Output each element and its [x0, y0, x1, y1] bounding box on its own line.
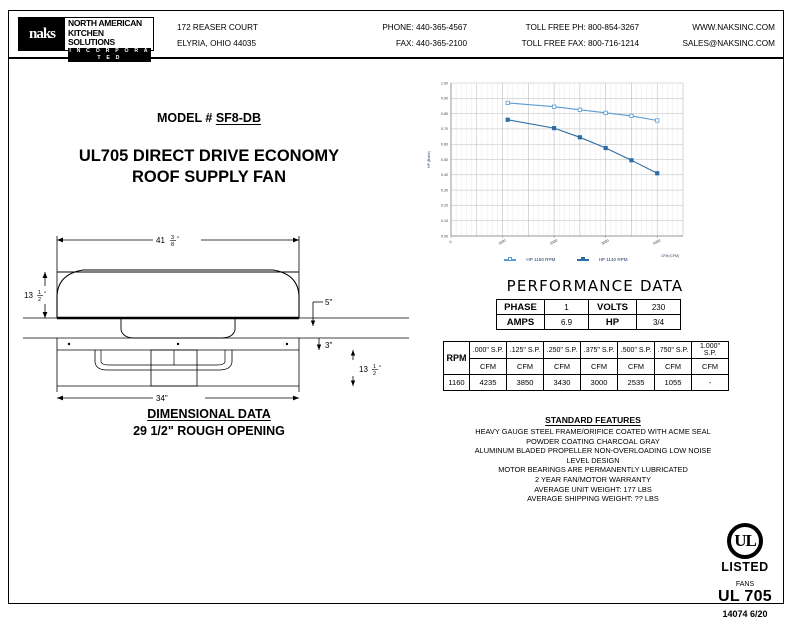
- dim-width-top-denominator: 8: [171, 242, 175, 248]
- dim-height-left-whole: 13: [24, 291, 33, 300]
- svg-text:0.50: 0.50: [441, 157, 448, 162]
- cfm-value-6: -: [692, 375, 729, 391]
- svg-text:0.00: 0.00: [441, 234, 448, 239]
- drawing-caption-sub: 29 1/2" ROUGH OPENING: [133, 424, 285, 438]
- svg-text:": ": [44, 292, 47, 298]
- svg-text:0.80: 0.80: [441, 111, 448, 116]
- ul-category: FANS: [735, 581, 755, 588]
- table-row: [444, 359, 729, 375]
- company-logo: [18, 17, 154, 61]
- cfm-value-1: 3850: [507, 375, 544, 391]
- svg-text:0.40: 0.40: [441, 173, 448, 178]
- standard-feature-line-1: POWDER COATING CHARCOAL GRAY: [526, 436, 660, 446]
- cfm-header-6: CFM: [692, 359, 729, 375]
- legend-entry-0: [499, 257, 561, 262]
- ul-logo-icon: [727, 523, 763, 559]
- cfm-header-2: CFM: [544, 359, 581, 375]
- dim-height-left-denominator: 2: [38, 297, 42, 303]
- logo-initials: naks: [19, 18, 65, 50]
- sp-header-3: .375" S.P.: [581, 342, 618, 359]
- dim-height-right-numerator: 1: [373, 364, 377, 370]
- dimensional-drawing: [23, 226, 409, 406]
- sp-header-2: .250" S.P.: [544, 342, 581, 359]
- cfm-header-5: CFM: [655, 359, 692, 375]
- svg-text:CFM (CFM): CFM (CFM): [661, 254, 679, 258]
- amps-label: AMPS: [497, 315, 545, 330]
- svg-text:0: 0: [448, 239, 453, 245]
- cfm-table: [443, 341, 729, 391]
- svg-text:1.00: 1.00: [441, 81, 448, 86]
- legend-label-1: HP 1140 RPM: [598, 257, 628, 262]
- standard-feature-line-5: 2 YEAR FAN/MOTOR WARRANTY: [534, 474, 652, 484]
- model-number: SF8-DB: [215, 111, 261, 125]
- dim-width-top-whole: 41: [156, 236, 165, 245]
- svg-text:0.90: 0.90: [441, 96, 448, 101]
- performance-chart: [421, 73, 711, 273]
- svg-text:0.30: 0.30: [441, 188, 448, 193]
- svg-text:0.10: 0.10: [441, 219, 448, 223]
- company-web-block: [647, 20, 775, 52]
- svg-text:": ": [177, 237, 180, 243]
- dim-height-right-whole: 13: [359, 365, 368, 374]
- svg-text:2000: 2000: [549, 238, 559, 246]
- cfm-value-0: 4235: [470, 375, 507, 391]
- legend-swatch-1: [577, 259, 589, 261]
- cfm-header-0: CFM: [470, 359, 507, 375]
- table-row: [497, 315, 681, 330]
- svg-text:0.20: 0.20: [441, 203, 448, 208]
- standard-feature-line-0: HEAVY GAUGE STEEL FRAME/ORIFICE COATED WITH ACME SEAL: [475, 427, 711, 436]
- standard-feature-line-4: MOTOR BEARINGS ARE PERMANENTLY LUBRICATED: [498, 465, 688, 475]
- dim-three: 3": [325, 341, 333, 350]
- dim-base: 34": [156, 394, 168, 403]
- address-line-1: 172 REASER COURT: [177, 23, 258, 32]
- standard-feature-line-7: AVERAGE SHIPPING WEIGHT: ?? LBS: [527, 494, 659, 504]
- legend-label-0: HP 1150 RPM: [526, 257, 556, 262]
- sp-header-6: 1.000" S.P.: [692, 342, 729, 359]
- ul-listed-text: LISTED: [721, 560, 769, 574]
- phone-number: PHONE: 440-365-4567: [382, 23, 467, 32]
- spec-sheet: [8, 10, 784, 619]
- title-line-2: ROOF SUPPLY FAN: [131, 168, 287, 186]
- drawing-caption: [9, 406, 409, 440]
- cfm-header-1: CFM: [507, 359, 544, 375]
- standard-features: [413, 415, 773, 504]
- svg-text:0.70: 0.70: [441, 127, 448, 132]
- volts-value: 230: [637, 300, 681, 315]
- dim-height-right-denominator: 2: [373, 371, 377, 377]
- standard-features-list: [413, 427, 773, 504]
- table-row: [444, 342, 729, 359]
- company-phone-block: [347, 20, 467, 52]
- email-address[interactable]: SALES@NAKSINC.COM: [682, 39, 775, 48]
- svg-text:0.60: 0.60: [441, 142, 448, 147]
- address-line-2: ELYRIA, OHIO 44035: [177, 39, 257, 48]
- performance-data-heading: PERFORMANCE DATA: [506, 277, 684, 295]
- standard-features-heading: STANDARD FEATURES: [545, 415, 641, 425]
- dim-five: 5": [325, 298, 333, 307]
- company-tollfree-block: [489, 20, 639, 52]
- logo-line-1: NORTH AMERICAN: [68, 18, 142, 28]
- ul-standard: UL 705: [718, 588, 772, 605]
- cfm-header-4: CFM: [618, 359, 655, 375]
- hp-label: HP: [589, 315, 637, 330]
- performance-data-table: [496, 299, 681, 330]
- dim-height-left-numerator: 1: [38, 290, 42, 296]
- sp-header-1: .125" S.P.: [507, 342, 544, 359]
- table-row: [497, 300, 681, 315]
- ul-mark: [709, 523, 781, 619]
- website-url[interactable]: WWW.NAKSINC.COM: [692, 23, 775, 32]
- cfm-value-2: 3430: [544, 375, 581, 391]
- svg-text:": ": [379, 366, 382, 372]
- page-header: [9, 11, 783, 59]
- sp-header-0: .000" S.P.: [470, 342, 507, 359]
- svg-text:1000: 1000: [497, 238, 507, 246]
- logo-line-2: KITCHEN SOLUTIONS: [68, 27, 115, 47]
- fax-number: FAX: 440-365-2100: [395, 39, 467, 48]
- svg-text:HP (Brake): HP (Brake): [427, 151, 431, 168]
- rpm-header: RPM: [444, 342, 470, 375]
- toll-free-fax: TOLL FREE FAX: 800-716-1214: [521, 39, 639, 48]
- ul-symbol-text: UL: [734, 531, 756, 550]
- toll-free-phone: TOLL FREE PH: 800-854-3267: [525, 23, 639, 32]
- cfm-header-3: CFM: [581, 359, 618, 375]
- table-row: [444, 375, 729, 391]
- model-label: MODEL #: [157, 111, 216, 125]
- sp-header-5: .750" S.P.: [655, 342, 692, 359]
- legend-entry-1: [572, 257, 633, 262]
- phase-value: 1: [545, 300, 589, 315]
- cfm-value-3: 3000: [581, 375, 618, 391]
- cfm-value-4: 2535: [618, 375, 655, 391]
- logo-line-3: I N C O R P O R A T E D: [69, 48, 150, 61]
- page-title: [9, 146, 409, 188]
- amps-value: 6.9: [545, 315, 589, 330]
- title-line-1: UL705 DIRECT DRIVE ECONOMY: [78, 147, 340, 165]
- standard-feature-line-2: ALUMINUM BLADED PROPELLER NON-OVERLOADING LOW NOISE: [474, 446, 712, 456]
- standard-feature-line-6: AVERAGE UNIT WEIGHT: 177 LBS: [534, 484, 652, 494]
- hp-value: 3/4: [637, 315, 681, 330]
- chart-legend: [421, 257, 711, 262]
- svg-text:3000: 3000: [600, 238, 610, 246]
- rpm-value: 1160: [444, 375, 470, 391]
- volts-label: VOLTS: [589, 300, 637, 315]
- model-line: [9, 111, 409, 125]
- standard-feature-line-3: LEVEL DESIGN: [566, 455, 620, 465]
- svg-text:4000: 4000: [652, 238, 662, 246]
- legend-swatch-0: [504, 259, 516, 261]
- drawing-caption-title: DIMENSIONAL DATA: [147, 407, 271, 421]
- document-number: 14074 6/20: [722, 609, 768, 619]
- sp-header-4: .500" S.P.: [618, 342, 655, 359]
- phase-label: PHASE: [497, 300, 545, 315]
- dim-width-top-numerator: 3: [171, 235, 175, 241]
- company-address: [177, 20, 258, 52]
- cfm-value-5: 1055: [655, 375, 692, 391]
